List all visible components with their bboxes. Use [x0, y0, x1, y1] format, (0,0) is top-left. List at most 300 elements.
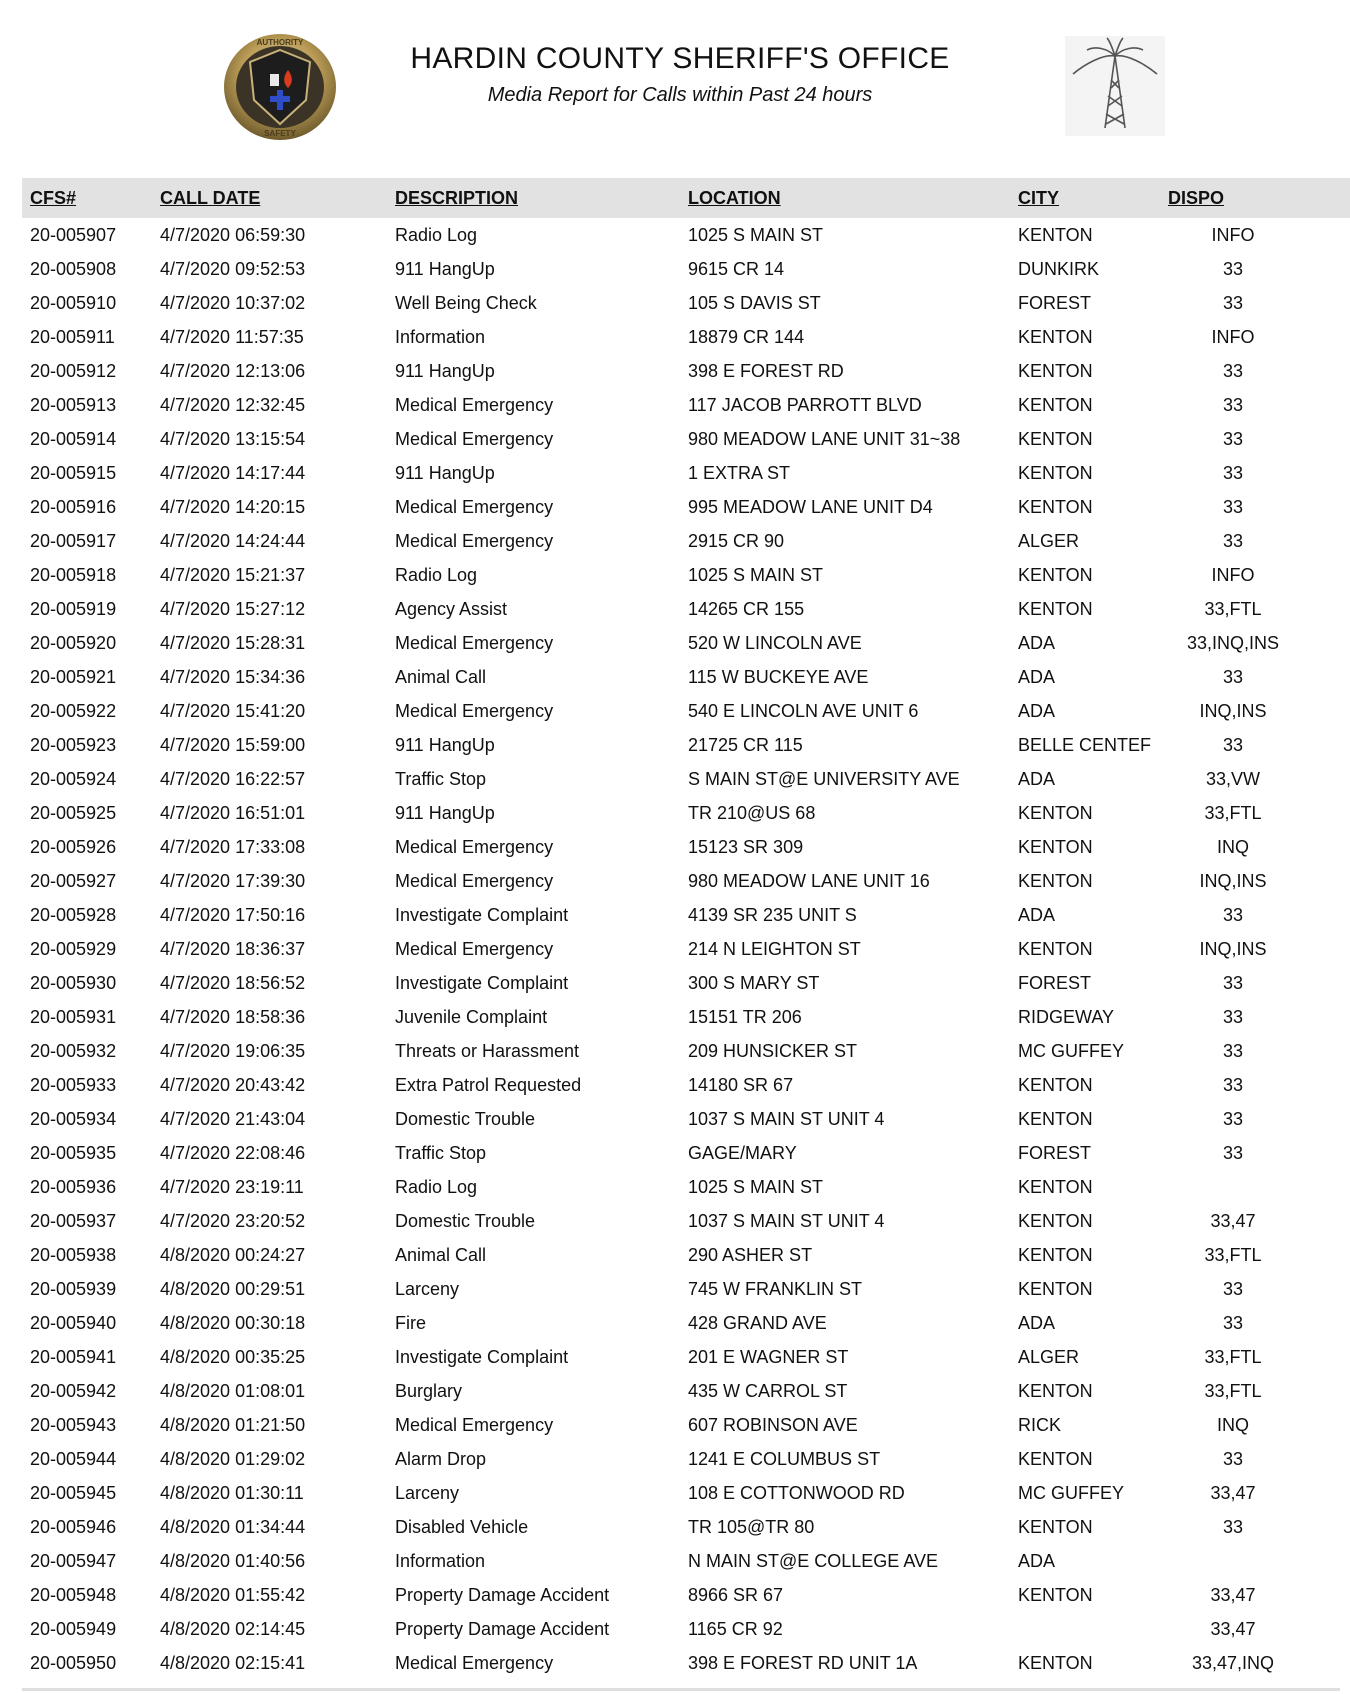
table-row — [22, 1612, 1350, 1646]
cell-dispo: 33,FTL — [1204, 1380, 1262, 1401]
table-row — [22, 558, 1350, 592]
cell-cfs: 20-005908 — [30, 258, 117, 279]
cell-dispo: 33,47 — [1210, 1482, 1256, 1503]
cell-cfs: 20-005921 — [30, 666, 117, 687]
column-header-description: DESCRIPTION — [395, 178, 688, 218]
cell-call-date: 4/7/2020 16:22:57 — [160, 768, 306, 789]
cell-cfs: 20-005945 — [30, 1482, 117, 1503]
cell-description: Alarm Drop — [395, 1448, 487, 1469]
cell-description: Medical Emergency — [395, 870, 554, 891]
cell-location: 1025 S MAIN ST — [688, 1176, 824, 1197]
cell-city: KENTON — [1018, 1380, 1093, 1401]
table-row — [22, 1204, 1350, 1238]
table-row — [22, 966, 1350, 1000]
table-row — [22, 1408, 1350, 1442]
cell-dispo: 33 — [1222, 258, 1244, 279]
cell-dispo: INFO — [1211, 224, 1255, 245]
logo-top-text: AUTHORITY — [256, 38, 304, 47]
cell-cfs: 20-005932 — [30, 1040, 117, 1061]
cell-call-date: 4/7/2020 23:20:52 — [160, 1210, 306, 1231]
cell-call-date: 4/8/2020 01:55:42 — [160, 1584, 306, 1605]
cell-cfs: 20-005934 — [30, 1108, 117, 1129]
cell-description: Well Being Check — [395, 292, 537, 313]
table-row — [22, 830, 1350, 864]
table-row — [22, 694, 1350, 728]
cell-city: KENTON — [1018, 326, 1093, 347]
cell-cfs: 20-005926 — [30, 836, 117, 857]
cell-cfs: 20-005907 — [30, 224, 117, 245]
cell-city: ADA — [1018, 666, 1056, 687]
cell-cfs: 20-005950 — [30, 1652, 117, 1673]
cell-cfs: 20-005943 — [30, 1414, 117, 1435]
cell-city: ADA — [1018, 632, 1056, 653]
table-row — [22, 1170, 1350, 1204]
cell-cfs: 20-005946 — [30, 1516, 117, 1537]
cell-city: KENTON — [1018, 1448, 1093, 1469]
cell-description: Larceny — [395, 1482, 460, 1503]
cell-call-date: 4/7/2020 18:36:37 — [160, 938, 306, 959]
cell-city: KENTON — [1018, 1176, 1093, 1197]
table-row — [22, 252, 1350, 286]
column-header-cfs: CFS# — [22, 178, 160, 218]
cell-city: ADA — [1018, 904, 1056, 925]
sheriff-badge-logo — [222, 32, 338, 142]
cell-dispo: 33 — [1222, 666, 1244, 687]
cell-call-date: 4/7/2020 15:41:20 — [160, 700, 306, 721]
cell-description: Information — [395, 326, 486, 347]
cell-city: KENTON — [1018, 1278, 1093, 1299]
cell-description: Property Damage Accident — [395, 1584, 610, 1605]
cell-city: KENTON — [1018, 360, 1093, 381]
table-row — [22, 422, 1350, 456]
cell-cfs: 20-005929 — [30, 938, 117, 959]
cell-call-date: 4/8/2020 01:34:44 — [160, 1516, 306, 1537]
cell-city: FOREST — [1018, 1142, 1092, 1163]
cell-city: DUNKIRK — [1018, 258, 1100, 279]
cell-description: Information — [395, 1550, 486, 1571]
cell-location: 105 S DAVIS ST — [688, 292, 821, 313]
cell-description: Larceny — [395, 1278, 460, 1299]
cell-description: Agency Assist — [395, 598, 508, 619]
cell-location: S MAIN ST@E UNIVERSITY AVE — [688, 768, 960, 789]
cell-location: 1037 S MAIN ST UNIT 4 — [688, 1108, 885, 1129]
cell-description: Medical Emergency — [395, 700, 554, 721]
table-row — [22, 524, 1350, 558]
cell-description: Medical Emergency — [395, 428, 554, 449]
cell-city: KENTON — [1018, 836, 1093, 857]
cell-call-date: 4/7/2020 09:52:53 — [160, 258, 306, 279]
table-row — [22, 1442, 1350, 1476]
cell-call-date: 4/8/2020 01:29:02 — [160, 1448, 306, 1469]
cell-location: 9615 CR 14 — [688, 258, 785, 279]
cell-dispo: INQ,INS — [1199, 870, 1267, 891]
cell-location: N MAIN ST@E COLLEGE AVE — [688, 1550, 939, 1571]
calls-table-container — [22, 178, 1340, 1680]
table-row — [22, 1374, 1350, 1408]
cell-dispo: 33 — [1222, 428, 1244, 449]
column-header-call-date: CALL DATE — [160, 178, 395, 218]
cell-dispo: 33,VW — [1205, 768, 1261, 789]
cell-location: 300 S MARY ST — [688, 972, 820, 993]
cell-location: 980 MEADOW LANE UNIT 31~38 — [688, 428, 961, 449]
cell-location: 607 ROBINSON AVE — [688, 1414, 858, 1435]
table-row — [22, 1578, 1350, 1612]
cell-call-date: 4/7/2020 21:43:04 — [160, 1108, 306, 1129]
cell-location: 1 EXTRA ST — [688, 462, 791, 483]
cell-city: FOREST — [1018, 972, 1092, 993]
cell-cfs: 20-005912 — [30, 360, 117, 381]
cell-location: 995 MEADOW LANE UNIT D4 — [688, 496, 933, 517]
table-row — [22, 1510, 1350, 1544]
page-title: HARDIN COUNTY SHERIFF'S OFFICE — [410, 42, 950, 75]
cell-description: 911 HangUp — [395, 258, 495, 279]
cell-location: 745 W FRANKLIN ST — [688, 1278, 863, 1299]
table-row — [22, 864, 1350, 898]
cell-city: KENTON — [1018, 1210, 1093, 1231]
cell-description: Medical Emergency — [395, 938, 554, 959]
cell-cfs: 20-005928 — [30, 904, 117, 925]
cell-city: KENTON — [1018, 1244, 1093, 1265]
table-row — [22, 1034, 1350, 1068]
cell-call-date: 4/7/2020 17:50:16 — [160, 904, 306, 925]
cell-city: ALGER — [1018, 530, 1080, 551]
table-row — [22, 490, 1350, 524]
cell-cfs: 20-005947 — [30, 1550, 117, 1571]
cell-call-date: 4/7/2020 19:06:35 — [160, 1040, 306, 1061]
cell-description: 911 HangUp — [395, 462, 495, 483]
cell-description: 911 HangUp — [395, 360, 495, 381]
cell-city: KENTON — [1018, 462, 1093, 483]
cell-location: 1037 S MAIN ST UNIT 4 — [688, 1210, 885, 1231]
cell-city: KENTON — [1018, 1108, 1093, 1129]
cell-description: Medical Emergency — [395, 836, 554, 857]
cell-city: FOREST — [1018, 292, 1092, 313]
cell-dispo — [1158, 1170, 1350, 1204]
cell-call-date: 4/7/2020 15:59:00 — [160, 734, 306, 755]
cell-call-date: 4/8/2020 00:24:27 — [160, 1244, 306, 1265]
cell-location: 15151 TR 206 — [688, 1006, 802, 1027]
cell-dispo: 33 — [1222, 394, 1244, 415]
cell-description: Medical Emergency — [395, 632, 554, 653]
cell-description: Radio Log — [395, 224, 478, 245]
cell-call-date: 4/7/2020 16:51:01 — [160, 802, 306, 823]
table-row — [22, 456, 1350, 490]
cell-city: BELLE CENTEF — [1018, 734, 1152, 755]
cell-dispo: 33 — [1222, 360, 1244, 381]
cell-dispo: INFO — [1211, 326, 1255, 347]
table-row — [22, 1000, 1350, 1034]
cell-city — [1018, 1612, 1158, 1646]
cell-call-date: 4/7/2020 15:27:12 — [160, 598, 306, 619]
cell-location: 4139 SR 235 UNIT S — [688, 904, 857, 925]
cell-dispo: INQ — [1216, 836, 1249, 857]
cell-location: TR 105@TR 80 — [688, 1516, 815, 1537]
cell-dispo: 33 — [1222, 530, 1244, 551]
cell-cfs: 20-005944 — [30, 1448, 117, 1469]
cell-city: KENTON — [1018, 394, 1093, 415]
cell-call-date: 4/7/2020 22:08:46 — [160, 1142, 306, 1163]
cell-location: 1025 S MAIN ST — [688, 224, 824, 245]
table-row — [22, 1476, 1350, 1510]
table-row — [22, 286, 1350, 320]
cell-call-date: 4/8/2020 00:30:18 — [160, 1312, 306, 1333]
cell-call-date: 4/7/2020 11:57:35 — [160, 326, 304, 347]
cell-description: Medical Emergency — [395, 394, 554, 415]
cell-description: Animal Call — [395, 666, 487, 687]
table-row — [22, 1136, 1350, 1170]
cell-call-date: 4/7/2020 15:34:36 — [160, 666, 306, 687]
cell-city: KENTON — [1018, 1652, 1093, 1673]
cell-dispo: 33 — [1222, 1142, 1244, 1163]
cell-location: 117 JACOB PARROTT BLVD — [688, 394, 922, 415]
cell-description: Medical Emergency — [395, 1414, 554, 1435]
cell-call-date: 4/7/2020 14:24:44 — [160, 530, 306, 551]
cell-description: Investigate Complaint — [395, 972, 569, 993]
table-row — [22, 762, 1350, 796]
table-row — [22, 1340, 1350, 1374]
cell-city: MC GUFFEY — [1018, 1040, 1124, 1061]
table-row — [22, 1646, 1350, 1680]
cell-call-date: 4/7/2020 12:32:45 — [160, 394, 306, 415]
cell-city: KENTON — [1018, 224, 1093, 245]
cell-cfs: 20-005936 — [30, 1176, 117, 1197]
cell-cfs: 20-005949 — [30, 1618, 117, 1639]
table-row — [22, 1544, 1350, 1578]
cell-description: Radio Log — [395, 1176, 478, 1197]
cell-city: KENTON — [1018, 1516, 1093, 1537]
cell-dispo — [1158, 1544, 1350, 1578]
cell-description: Disabled Vehicle — [395, 1516, 529, 1537]
cell-call-date: 4/8/2020 01:30:11 — [160, 1482, 304, 1503]
cell-call-date: 4/7/2020 17:39:30 — [160, 870, 306, 891]
cell-city: KENTON — [1018, 428, 1093, 449]
cell-cfs: 20-005915 — [30, 462, 117, 483]
cell-cfs: 20-005913 — [30, 394, 117, 415]
cell-location: 1241 E COLUMBUS ST — [688, 1448, 881, 1469]
cell-cfs: 20-005910 — [30, 292, 117, 313]
cell-cfs: 20-005919 — [30, 598, 117, 619]
table-header-row — [22, 178, 1350, 218]
cell-location: 18879 CR 144 — [688, 326, 805, 347]
cell-call-date: 4/8/2020 01:40:56 — [160, 1550, 306, 1571]
table-row — [22, 1272, 1350, 1306]
cell-city: RIDGEWAY — [1018, 1006, 1115, 1027]
cell-dispo: 33,FTL — [1204, 1244, 1262, 1265]
cell-dispo: 33,47 — [1210, 1618, 1256, 1639]
cell-dispo: 33 — [1222, 1040, 1244, 1061]
table-row — [22, 1102, 1350, 1136]
cell-cfs: 20-005916 — [30, 496, 117, 517]
cell-dispo: 33 — [1222, 1278, 1244, 1299]
cell-city: ADA — [1018, 1312, 1056, 1333]
cell-description: Traffic Stop — [395, 768, 487, 789]
table-row — [22, 320, 1350, 354]
cell-location: 428 GRAND AVE — [688, 1312, 827, 1333]
cell-city: ADA — [1018, 700, 1056, 721]
cell-location: 115 W BUCKEYE AVE — [688, 666, 869, 687]
cell-call-date: 4/7/2020 13:15:54 — [160, 428, 306, 449]
cell-dispo: 33 — [1222, 292, 1244, 313]
table-row — [22, 1068, 1350, 1102]
cell-location: 8966 SR 67 — [688, 1584, 784, 1605]
table-row — [22, 388, 1350, 422]
cell-dispo: INQ,INS — [1199, 938, 1267, 959]
cell-city: KENTON — [1018, 496, 1093, 517]
cell-call-date: 4/7/2020 23:19:11 — [160, 1176, 304, 1197]
cell-cfs: 20-005922 — [30, 700, 117, 721]
cell-city: KENTON — [1018, 938, 1093, 959]
table-row — [22, 898, 1350, 932]
cell-dispo: 33 — [1222, 904, 1244, 925]
cell-call-date: 4/7/2020 14:20:15 — [160, 496, 306, 517]
cell-location: 398 E FOREST RD UNIT 1A — [688, 1652, 918, 1673]
cell-cfs: 20-005914 — [30, 428, 117, 449]
cell-description: Medical Emergency — [395, 530, 554, 551]
cell-cfs: 20-005917 — [30, 530, 117, 551]
cell-dispo: INQ,INS — [1199, 700, 1267, 721]
cell-cfs: 20-005920 — [30, 632, 117, 653]
cell-location: 14265 CR 155 — [688, 598, 805, 619]
cell-city: KENTON — [1018, 598, 1093, 619]
cell-city: KENTON — [1018, 870, 1093, 891]
cell-city: ADA — [1018, 768, 1056, 789]
bottom-divider — [22, 1688, 1340, 1691]
cell-location: 201 E WAGNER ST — [688, 1346, 849, 1367]
cell-cfs: 20-005937 — [30, 1210, 117, 1231]
cell-dispo: 33,47,INQ — [1191, 1652, 1275, 1673]
table-row — [22, 1306, 1350, 1340]
cell-location: 980 MEADOW LANE UNIT 16 — [688, 870, 930, 891]
cell-location: 1025 S MAIN ST — [688, 564, 824, 585]
cell-cfs: 20-005933 — [30, 1074, 117, 1095]
cell-description: 911 HangUp — [395, 802, 495, 823]
cell-location: 398 E FOREST RD — [688, 360, 844, 381]
cell-city: KENTON — [1018, 564, 1093, 585]
cell-cfs: 20-005935 — [30, 1142, 117, 1163]
cell-dispo: 33,FTL — [1204, 598, 1262, 619]
cell-location: 21725 CR 115 — [688, 734, 803, 755]
cell-description: Juvenile Complaint — [395, 1006, 548, 1027]
cell-description: Property Damage Accident — [395, 1618, 610, 1639]
table-row — [22, 592, 1350, 626]
cell-dispo: 33,47 — [1210, 1210, 1256, 1231]
cell-call-date: 4/7/2020 18:56:52 — [160, 972, 306, 993]
cell-call-date: 4/7/2020 20:43:42 — [160, 1074, 306, 1095]
cell-dispo: 33 — [1222, 734, 1244, 755]
cell-dispo: 33 — [1222, 1312, 1244, 1333]
cell-dispo: 33,47 — [1210, 1584, 1256, 1605]
table-row — [22, 354, 1350, 388]
cell-dispo: INQ — [1216, 1414, 1249, 1435]
cell-cfs: 20-005918 — [30, 564, 117, 585]
cell-dispo: 33 — [1222, 972, 1244, 993]
cell-call-date: 4/7/2020 17:33:08 — [160, 836, 306, 857]
cell-call-date: 4/7/2020 15:28:31 — [160, 632, 306, 653]
cell-call-date: 4/7/2020 18:58:36 — [160, 1006, 306, 1027]
cell-dispo: 33,FTL — [1204, 1346, 1262, 1367]
cell-description: Burglary — [395, 1380, 463, 1401]
cell-description: Animal Call — [395, 1244, 487, 1265]
cell-location: 108 E COTTONWOOD RD — [688, 1482, 905, 1503]
cell-cfs: 20-005948 — [30, 1584, 117, 1605]
cell-cfs: 20-005938 — [30, 1244, 117, 1265]
cell-location: TR 210@US 68 — [688, 802, 816, 823]
cell-description: Investigate Complaint — [395, 1346, 569, 1367]
table-row — [22, 1238, 1350, 1272]
cell-cfs: 20-005930 — [30, 972, 117, 993]
cell-location: GAGE/MARY — [688, 1142, 797, 1163]
cell-call-date: 4/8/2020 01:08:01 — [160, 1380, 306, 1401]
cell-location: 2915 CR 90 — [688, 530, 785, 551]
cell-description: Medical Emergency — [395, 1652, 554, 1673]
cell-cfs: 20-005942 — [30, 1380, 117, 1401]
cell-cfs: 20-005931 — [30, 1006, 117, 1027]
cell-cfs: 20-005911 — [30, 326, 115, 347]
cell-dispo: 33 — [1222, 1108, 1244, 1129]
cell-description: Fire — [395, 1312, 426, 1333]
table-row — [22, 796, 1350, 830]
cell-call-date: 4/8/2020 00:35:25 — [160, 1346, 306, 1367]
cell-description: Extra Patrol Requested — [395, 1074, 582, 1095]
cell-cfs: 20-005941 — [30, 1346, 117, 1367]
cell-call-date: 4/8/2020 01:21:50 — [160, 1414, 306, 1435]
cell-cfs: 20-005939 — [30, 1278, 117, 1299]
logo-bottom-text: SAFETY — [264, 129, 296, 138]
cell-location: 435 W CARROL ST — [688, 1380, 848, 1401]
cell-call-date: 4/7/2020 06:59:30 — [160, 224, 306, 245]
page-subtitle: Media Report for Calls within Past 24 hours — [487, 84, 873, 106]
cell-call-date: 4/7/2020 12:13:06 — [160, 360, 306, 381]
cell-dispo: 33 — [1222, 1074, 1244, 1095]
table-row — [22, 626, 1350, 660]
cell-call-date: 4/7/2020 10:37:02 — [160, 292, 306, 313]
cell-location: 14180 SR 67 — [688, 1074, 794, 1095]
cell-cfs: 20-005923 — [30, 734, 117, 755]
cell-call-date: 4/8/2020 00:29:51 — [160, 1278, 306, 1299]
cell-call-date: 4/8/2020 02:14:45 — [160, 1618, 306, 1639]
cell-location: 214 N LEIGHTON ST — [688, 938, 861, 959]
cell-description: Traffic Stop — [395, 1142, 487, 1163]
cell-location: 520 W LINCOLN AVE — [688, 632, 862, 653]
table-row — [22, 728, 1350, 762]
column-header-location: LOCATION — [688, 178, 1018, 218]
cell-description: Domestic Trouble — [395, 1108, 536, 1129]
cell-city: KENTON — [1018, 1584, 1093, 1605]
cell-cfs: 20-005924 — [30, 768, 117, 789]
cell-city: KENTON — [1018, 802, 1093, 823]
cell-cfs: 20-005940 — [30, 1312, 117, 1333]
cell-location: 209 HUNSICKER ST — [688, 1040, 858, 1061]
cell-city: ALGER — [1018, 1346, 1080, 1367]
cell-description: Domestic Trouble — [395, 1210, 536, 1231]
cell-location: 1165 CR 92 — [688, 1618, 783, 1639]
cell-call-date: 4/7/2020 14:17:44 — [160, 462, 306, 483]
cell-dispo: 33 — [1222, 496, 1244, 517]
table-row — [22, 660, 1350, 694]
cell-description: Radio Log — [395, 564, 478, 585]
cell-dispo: 33 — [1222, 462, 1244, 483]
column-header-city: CITY — [1018, 178, 1158, 218]
cell-dispo: 33 — [1222, 1006, 1244, 1027]
cell-location: 290 ASHER ST — [688, 1244, 813, 1265]
cell-city: RICK — [1018, 1414, 1062, 1435]
cell-city: KENTON — [1018, 1074, 1093, 1095]
radio-tower-icon — [1065, 36, 1165, 136]
cell-call-date: 4/7/2020 15:21:37 — [160, 564, 306, 585]
cell-cfs: 20-005925 — [30, 802, 117, 823]
report-header — [0, 0, 1350, 170]
cell-dispo: 33 — [1222, 1448, 1244, 1469]
